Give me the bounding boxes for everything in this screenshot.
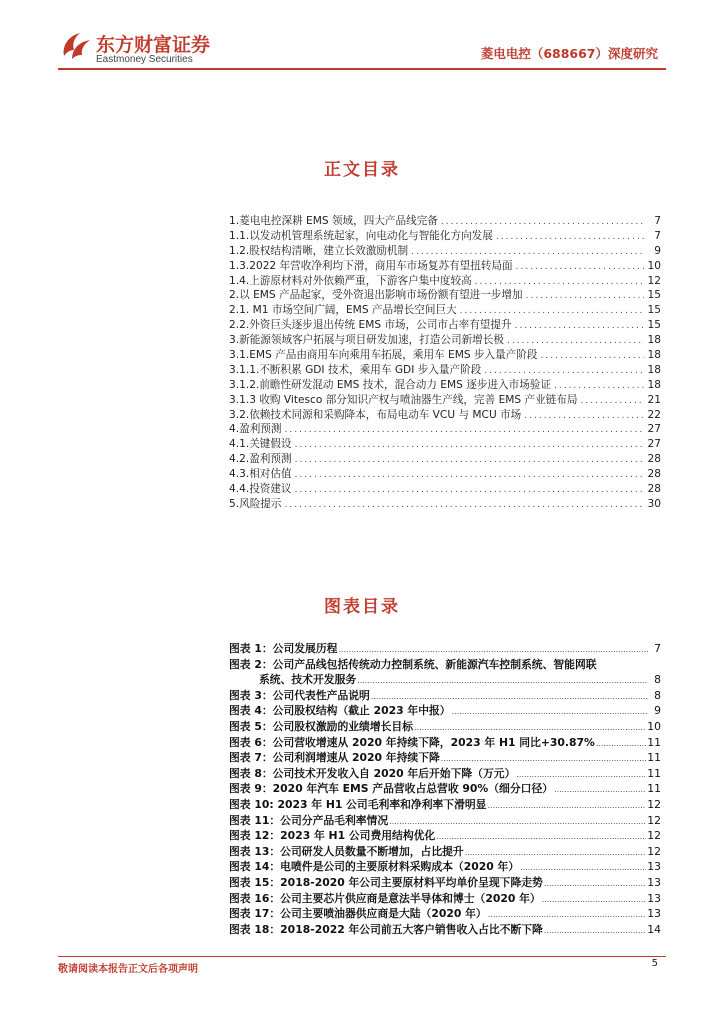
toc-entry-page: 15 xyxy=(647,304,661,317)
toc-entry[interactable] xyxy=(229,437,661,452)
figure-entry-page: 14 xyxy=(647,922,661,936)
disclaimer-link[interactable]: 敬请阅读本报告正文后各项声明 xyxy=(58,964,198,975)
page-footer xyxy=(0,952,724,982)
dot-leader xyxy=(295,438,644,453)
toc-entry-page: 22 xyxy=(647,408,661,421)
toc-entry[interactable] xyxy=(229,288,661,303)
dot-leader xyxy=(441,215,644,230)
toc-entry-page: 18 xyxy=(647,378,661,391)
dot-leader xyxy=(484,364,644,379)
toc-entry-page: 18 xyxy=(647,334,661,347)
figure-entry-page: 8 xyxy=(654,688,661,702)
toc-entry-page: 28 xyxy=(647,468,661,481)
dot-leader xyxy=(554,379,644,394)
figure-entry-label: 图表 5：公司股权激励的业绩增长目标 xyxy=(229,719,414,733)
toc-entry-label: 3.2.依赖技术同源和采购降本，布局电动车 VCU 与 MCU 市场 xyxy=(229,408,522,421)
figure-entry[interactable] xyxy=(229,922,661,938)
figure-entry-label: 图表 4：公司股权结构（截止 2023 年中报） xyxy=(229,704,451,718)
dot-leader xyxy=(520,860,646,876)
dot-leader xyxy=(544,923,646,939)
figure-entry[interactable] xyxy=(229,657,661,673)
dot-leader xyxy=(411,245,644,260)
eastmoney-logo-icon xyxy=(58,28,94,64)
figure-entry-label: 图表 14：电喷件是公司的主要原材料采购成本（2020 年） xyxy=(229,860,520,874)
figure-entry-continuation[interactable] xyxy=(229,672,661,688)
dot-leader xyxy=(295,453,644,468)
figure-entry-page: 7 xyxy=(654,642,661,655)
figure-entry[interactable] xyxy=(229,813,661,829)
dot-leader xyxy=(541,349,645,364)
toc-entry-page: 7 xyxy=(654,229,661,242)
toc-entry[interactable] xyxy=(229,274,661,289)
dot-leader xyxy=(371,689,648,705)
toc-entry-page: 21 xyxy=(647,393,661,406)
toc-entry[interactable] xyxy=(229,422,661,437)
toc-entry-label: 5.风险提示 xyxy=(229,497,282,510)
logo-text-en: Eastmoney Securities xyxy=(96,54,193,65)
dot-leader xyxy=(465,845,647,861)
figure-entry-page: 12 xyxy=(647,844,661,858)
figure-entry[interactable] xyxy=(229,719,661,735)
dot-leader xyxy=(580,394,644,409)
dot-leader xyxy=(515,319,644,334)
dot-leader xyxy=(526,289,644,304)
toc-entry-label: 4.盈利预测 xyxy=(229,423,282,436)
toc-heading: 正文目录 xyxy=(324,160,400,180)
dot-leader xyxy=(452,704,648,720)
toc-entry[interactable] xyxy=(229,482,661,497)
toc-entry-label: 3.新能源领域客户拓展与项目研发加速，打造公司新增长极 xyxy=(229,334,504,347)
report-title: 菱电电控（688667）深度研究 xyxy=(480,46,658,61)
toc-entry-page: 9 xyxy=(654,244,661,257)
figure-entry-page: 12 xyxy=(647,829,661,843)
figure-entry-label: 图表 1：公司发展历程 xyxy=(229,642,338,655)
toc-entry[interactable] xyxy=(229,363,661,378)
figure-entry[interactable] xyxy=(229,735,661,751)
toc-entry[interactable] xyxy=(229,348,661,363)
toc-entry-label: 1.2.股权结构清晰，建立长效激励机制 xyxy=(229,244,409,257)
dot-leader xyxy=(487,798,646,814)
dot-leader xyxy=(507,334,644,349)
dot-leader xyxy=(284,498,644,513)
dot-leader xyxy=(496,230,644,245)
figure-entry-page: 13 xyxy=(647,891,661,905)
header-divider xyxy=(58,68,666,70)
figure-entry-label: 图表 8：公司技术开发收入自 2020 年后开始下降（万元） xyxy=(229,766,516,780)
toc-entry-page: 18 xyxy=(647,349,661,362)
toc-entry[interactable] xyxy=(229,393,661,408)
toc-entry-page: 30 xyxy=(647,497,661,510)
toc-entry-page: 7 xyxy=(654,215,661,227)
figure-entry[interactable] xyxy=(229,781,661,797)
list-of-figures-heading: 图表目录 xyxy=(324,597,400,617)
figure-entry-page: 11 xyxy=(647,766,661,780)
dot-leader xyxy=(284,423,644,438)
dot-leader xyxy=(544,876,646,892)
toc-entry-label: 3.1.EMS 产品由商用车向乘用车拓展，乘用车 EMS 步入量产阶段 xyxy=(229,349,538,362)
dot-leader xyxy=(516,767,646,783)
dot-leader xyxy=(475,275,644,290)
toc-entry[interactable] xyxy=(229,303,661,318)
figure-entry-page: 11 xyxy=(647,782,661,796)
dot-leader xyxy=(488,907,647,923)
toc-entry-label: 4.1.关键假设 xyxy=(229,438,292,451)
page-number: 5 xyxy=(651,958,658,969)
page-header xyxy=(0,0,724,80)
figure-entry[interactable] xyxy=(229,703,661,719)
toc-entry-label: 1.4.上游原材料对外依赖严重，下游客户集中度较高 xyxy=(229,274,472,287)
dot-leader xyxy=(596,736,646,752)
figure-entry[interactable] xyxy=(229,641,661,657)
dot-leader xyxy=(441,751,646,767)
figure-entry-page: 13 xyxy=(647,875,661,889)
figure-entry-page: 10 xyxy=(647,719,661,733)
figure-entry-label: 图表 15：2018-2020 年公司主要原材料平均单价呈现下降走势 xyxy=(229,875,543,889)
toc-entry-page: 18 xyxy=(647,363,661,376)
toc-entry[interactable] xyxy=(229,378,661,393)
toc-entry-page: 28 xyxy=(647,453,661,466)
figure-entry[interactable] xyxy=(229,906,661,922)
list-of-figures xyxy=(229,641,661,937)
logo-text-cn: 东方财富证券 xyxy=(96,34,211,56)
figure-entry[interactable] xyxy=(229,828,661,844)
dot-leader xyxy=(460,304,644,319)
company-logo[interactable] xyxy=(58,28,238,70)
figure-entry-page: 12 xyxy=(647,813,661,827)
toc-entry[interactable] xyxy=(229,497,661,512)
toc-entry-label: 3.1.2.前瞻性研发混动 EMS 技术，混合动力 EMS 逐步进入市场验证 xyxy=(229,378,551,391)
toc-entry-page: 28 xyxy=(647,483,661,496)
footer-divider xyxy=(58,956,666,957)
dot-leader xyxy=(516,260,644,275)
dot-leader xyxy=(295,483,644,498)
figure-entry-label: 图表 9：2020 年汽车 EMS 产品营收占总营收 90%（细分口径） xyxy=(229,782,554,796)
figure-entry-label-cont: 系统、技术开发服务 xyxy=(259,673,357,687)
toc-entry[interactable] xyxy=(229,229,661,244)
figure-entry-label: 图表 7：公司利润增速从 2020 年持续下降 xyxy=(229,751,440,765)
toc-entry-page: 27 xyxy=(647,438,661,451)
figure-entry-page: 13 xyxy=(647,860,661,874)
toc-entry-label: 4.2.盈利预测 xyxy=(229,453,292,466)
figure-entry[interactable] xyxy=(229,859,661,875)
figure-entry[interactable] xyxy=(229,766,661,782)
toc-entry-label: 1.菱电电控深耕 EMS 领域，四大产品线完备 xyxy=(229,215,438,227)
figure-entry-label: 图表 2：公司产品线包括传统动力控制系统、新能源汽车控制系统、智能网联 xyxy=(229,657,597,671)
figure-entry[interactable] xyxy=(229,750,661,766)
toc-entry-label: 3.1.3 收购 Vitesco 部分知识产权与喷油器生产线，完善 EMS 产业链布局 xyxy=(229,393,578,406)
figure-entry-label: 图表 12：2023 年 H1 公司费用结构优化 xyxy=(229,829,436,843)
dot-leader xyxy=(338,642,648,658)
toc-entry-page: 15 xyxy=(647,289,661,302)
toc-entry-label: 2.2.外资巨头逐步退出传统 EMS 市场，公司市占率有望提升 xyxy=(229,319,512,332)
figure-entry[interactable] xyxy=(229,797,661,813)
toc-entry-label: 4.3.相对估值 xyxy=(229,468,292,481)
toc-entry-label: 2.1. M1 市场空间广阔，EMS 产品增长空间巨大 xyxy=(229,304,457,317)
toc-entry[interactable] xyxy=(229,318,661,333)
toc-entry[interactable] xyxy=(229,214,661,229)
toc-entry-page: 15 xyxy=(647,319,661,332)
figure-entry-page: 13 xyxy=(647,907,661,921)
toc-entry[interactable] xyxy=(229,333,661,348)
toc-entry-label: 2.以 EMS 产品起家，受外资退出影响市场份额有望进一步增加 xyxy=(229,289,523,302)
figure-entry-page: 8 xyxy=(654,673,661,687)
figure-entry-label: 图表 11：公司分产品毛利率情况 xyxy=(229,813,389,827)
figure-entry-label: 图表 16：公司主要芯片供应商是意法半导体和博士（2020 年） xyxy=(229,891,541,905)
figure-entry-page: 11 xyxy=(647,751,661,765)
dot-leader xyxy=(295,468,644,483)
figure-entry[interactable] xyxy=(229,844,661,860)
table-of-contents xyxy=(229,214,661,512)
toc-entry-label: 1.1.以发动机管理系统起家，向电动化与智能化方向发展 xyxy=(229,229,493,242)
figure-entry-label: 图表 6：公司营收增速从 2020 年持续下降，2023 年 H1 同比+30.87% xyxy=(229,735,595,749)
dot-leader xyxy=(554,782,646,798)
toc-entry[interactable] xyxy=(229,259,661,274)
figure-entry-page: 9 xyxy=(654,704,661,718)
toc-entry[interactable] xyxy=(229,467,661,482)
toc-entry-page: 27 xyxy=(647,423,661,436)
toc-entry-page: 12 xyxy=(647,274,661,287)
figure-entry-page: 11 xyxy=(647,735,661,749)
dot-leader xyxy=(414,720,646,736)
toc-entry-label: 1.3.2022 年营收净利均下滑，商用车市场复苏有望扭转局面 xyxy=(229,259,513,272)
figure-entry-label: 图表 10: 2023 年 H1 公司毛利率和净利率下滑明显 xyxy=(229,797,487,811)
figure-entry-label: 图表 13：公司研发人员数量不断增加，占比提升 xyxy=(229,844,464,858)
toc-entry-label: 3.1.1.不断积累 GDI 技术，乘用车 GDI 步入量产阶段 xyxy=(229,363,482,376)
figure-entry[interactable] xyxy=(229,688,661,704)
figure-entry[interactable] xyxy=(229,891,661,907)
figure-entry-page: 12 xyxy=(647,797,661,811)
toc-entry[interactable] xyxy=(229,244,661,259)
toc-entry-label: 4.4.投资建议 xyxy=(229,483,292,496)
figure-entry-label: 图表 3：公司代表性产品说明 xyxy=(229,688,370,702)
figure-entry-label: 图表 18：2018-2022 年公司前五大客户销售收入占比不断下降 xyxy=(229,922,543,936)
dot-leader xyxy=(357,673,648,689)
dot-leader xyxy=(524,409,644,424)
toc-entry[interactable] xyxy=(229,452,661,467)
toc-entry-page: 10 xyxy=(647,259,661,272)
dot-leader xyxy=(436,829,646,845)
figure-entry-label: 图表 17：公司主要喷油器供应商是大陆（2020 年） xyxy=(229,907,487,921)
dot-leader xyxy=(542,892,647,908)
dot-leader xyxy=(389,814,646,830)
toc-entry[interactable] xyxy=(229,408,661,423)
figure-entry[interactable] xyxy=(229,875,661,891)
